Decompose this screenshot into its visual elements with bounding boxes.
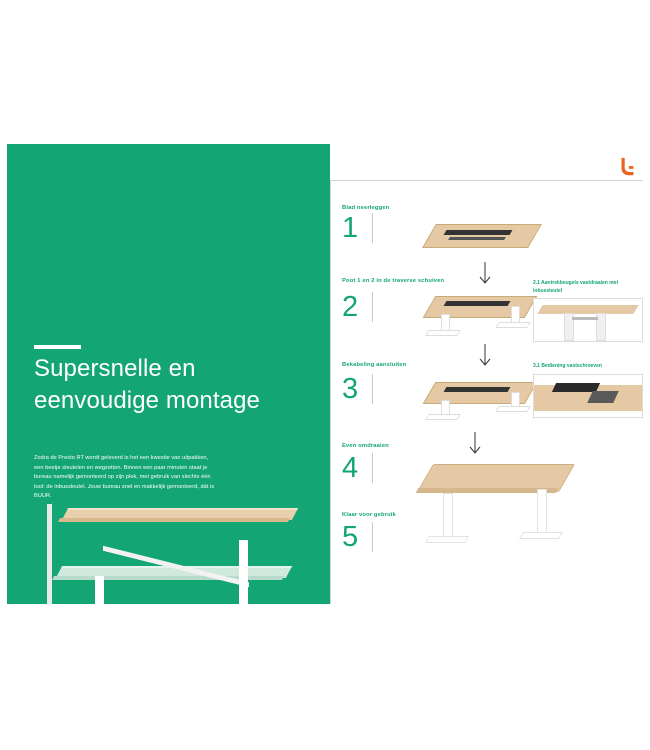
desk-leg-right-column-shadow [47, 584, 52, 604]
step-1-number: 1 [342, 211, 359, 244]
step-4-label: Even omdraaien [342, 443, 389, 449]
buur-logo-icon [616, 156, 638, 178]
step-5-divider [372, 522, 373, 552]
exploded-desk-illustration [47, 504, 317, 604]
step-1-tabletop-upside-down [425, 218, 540, 258]
tabletop-mid-edge [52, 576, 284, 580]
subnote-2-1-tighten-brackets [533, 298, 643, 342]
arrow-step3-to-step4-icon [468, 432, 482, 458]
step-2-label: Poot 1 en 2 in de traverse schuiven [342, 278, 445, 284]
subnote-3-1-title: 3.1 Bediening vastschroeven [533, 363, 602, 369]
step-4-divider [372, 453, 373, 483]
step-1-label: Blad neerleggen [342, 205, 390, 211]
step-2-legs-into-traverse [425, 292, 545, 340]
step-1-divider [372, 213, 373, 243]
subnote-2-1-title: 2.1 Aantrekbeugels vastdraaien met inbussleutel [533, 280, 619, 294]
step-5-number-row [342, 522, 642, 552]
subnote-3-1 [533, 363, 641, 418]
step-5-label: Klaar voor gebruik [342, 512, 396, 518]
desk-leg-right-column [239, 540, 248, 604]
intro-paragraph: Zodra de Presto RT wordt geleverd is het een kwestie van uitpakken, een beetje sleutelen en wegzetten. Binnen een paar minuten staat je bureau namelijk gemonteerd op zijn plek, met gebruik van slechts één tool: de inbussleutel. Jouw bureau snel en makkelijk gemonteerd, dát is BUUR. [34, 455, 215, 500]
subnote-3-1-screw-control-panel [533, 374, 643, 418]
page-title: Supersnelle en eenvoudige montage [34, 355, 260, 414]
tabletop-top-edge [58, 518, 290, 522]
step-5 [342, 512, 642, 552]
horizontal-divider [330, 180, 643, 181]
step-2-divider [372, 292, 373, 322]
step-3-divider [372, 374, 373, 404]
left-green-panel [7, 144, 330, 604]
vertical-divider [330, 180, 331, 604]
step-3-connect-cabling [425, 378, 545, 424]
step-3-label: Bekabeling aansluiten [342, 362, 407, 368]
step-4-number: 4 [342, 451, 359, 484]
headline-rule [34, 345, 81, 349]
subnote-2-1 [533, 280, 641, 342]
step-5-number: 5 [342, 520, 359, 553]
step-3-number: 3 [342, 372, 359, 405]
desk-leg-left-column-shadow [47, 504, 52, 584]
desk-leg-left-column [95, 576, 104, 604]
step-2-number: 2 [342, 290, 359, 323]
